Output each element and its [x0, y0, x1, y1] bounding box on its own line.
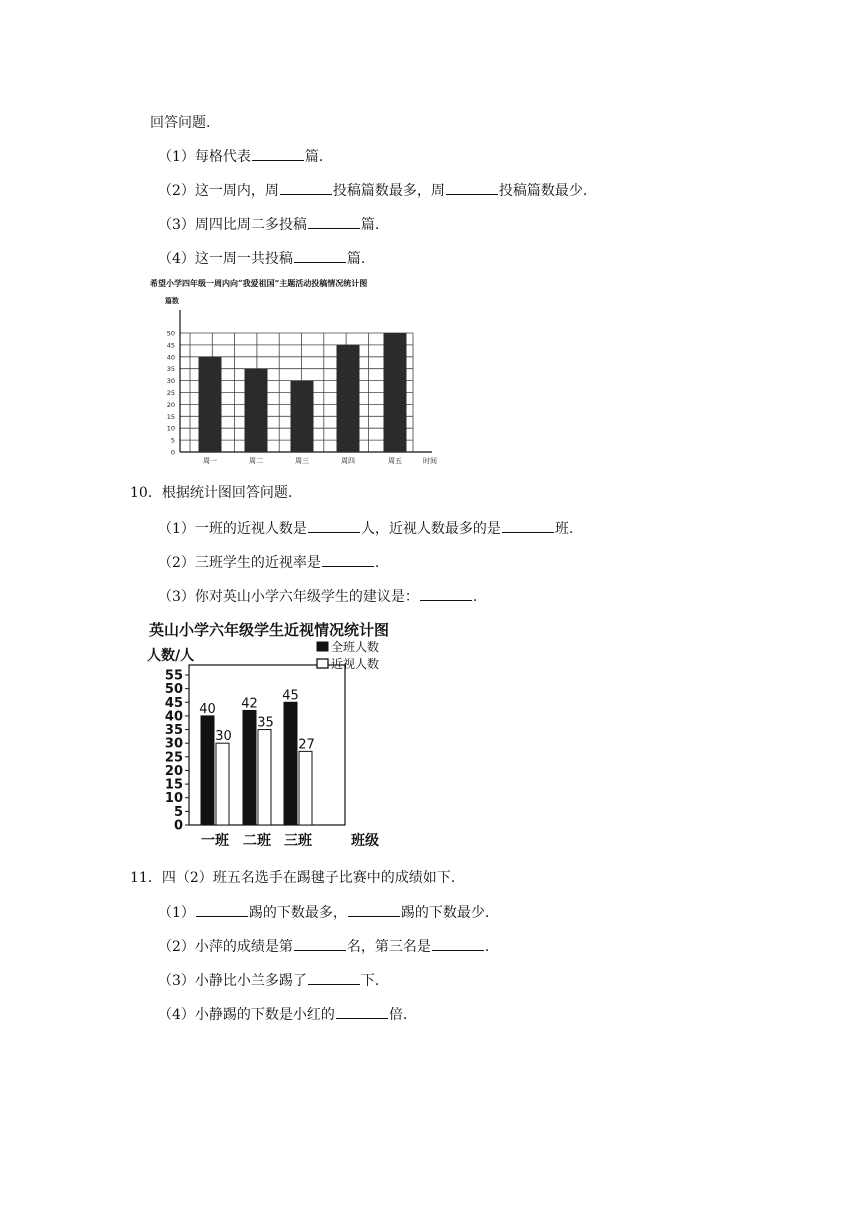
y-tick-label: 25 — [164, 750, 183, 766]
bar — [284, 702, 297, 825]
bar — [299, 751, 312, 825]
x-tick-label: 周五 — [388, 457, 402, 465]
legend-label: 近视人数 — [331, 657, 380, 671]
data-label: 45 — [282, 688, 299, 704]
grouped-bar-chart-svg — [143, 617, 418, 852]
chart-submissions — [145, 276, 450, 469]
answer-blank[interactable] — [294, 248, 346, 263]
y-tick-label: 45 — [166, 341, 175, 350]
q10-item-2: （2）三班学生的近视率是 . — [158, 552, 379, 573]
chart-myopia — [143, 617, 418, 852]
y-tick-label: 20 — [166, 400, 175, 409]
y-axis-label: 篇数 — [165, 297, 179, 305]
x-axis-label: 时间 — [423, 457, 437, 465]
y-tick-label: 40 — [164, 709, 183, 725]
x-tick-label: 三班 — [284, 833, 312, 849]
y-tick-label: 10 — [164, 791, 183, 807]
y-tick-label: 25 — [166, 389, 175, 397]
bar — [337, 345, 360, 452]
y-tick-label: 45 — [164, 695, 183, 711]
q9-intro: 回答问题. — [150, 115, 211, 131]
y-tick-label: 15 — [164, 777, 183, 793]
q11-item-4: （4）小静踢的下数是小红的 倍. — [158, 1004, 407, 1025]
q10-item-3: （3）你对英山小学六年级学生的建议是： . — [158, 586, 477, 607]
q9-item-4: （4）这一周一共投稿 篇. — [158, 248, 365, 269]
answer-blank[interactable] — [294, 936, 346, 951]
x-tick-label: 周二 — [249, 457, 263, 465]
y-tick-label: 0 — [173, 818, 183, 834]
chart-title: 希望小学四年级一周内向“我爱祖国”主题活动投稿情况统计图 — [150, 278, 368, 288]
bar — [291, 381, 314, 452]
data-label: 42 — [241, 696, 258, 712]
y-tick-label: 50 — [164, 682, 183, 698]
bar-chart-svg — [145, 276, 450, 469]
y-tick-label: 20 — [164, 763, 183, 779]
bar — [243, 710, 256, 825]
answer-blank[interactable] — [308, 970, 360, 985]
answer-blank[interactable] — [308, 518, 360, 533]
bar — [258, 730, 271, 825]
q11-item-1: （1） 踢的下数最多， 踢的下数最少. — [158, 902, 489, 923]
y-tick-label: 55 — [164, 668, 183, 684]
chart-title: 英山小学六年级学生近视情况统计图 — [149, 621, 390, 639]
y-tick-label: 50 — [166, 329, 175, 338]
answer-blank[interactable] — [280, 180, 332, 195]
x-tick-label: 周三 — [295, 457, 309, 465]
answer-blank[interactable] — [322, 552, 374, 567]
q9-item-2: （2）这一周内，周 投稿篇数最多，周 投稿篇数最少. — [158, 180, 587, 201]
q11-title: 11．四（2）班五名选手在踢毽子比赛中的成绩如下. — [130, 870, 456, 886]
answer-blank[interactable] — [502, 518, 554, 533]
legend-swatch — [317, 659, 328, 668]
q11-item-2: （2）小萍的成绩是第 名，第三名是 . — [158, 936, 489, 957]
bar — [199, 357, 222, 452]
q9-item-3: （3）周四比周二多投稿 篇. — [158, 214, 379, 235]
legend-label: 全班人数 — [331, 640, 380, 654]
answer-blank[interactable] — [446, 180, 498, 195]
y-tick-label: 40 — [166, 353, 175, 362]
answer-blank[interactable] — [196, 902, 248, 917]
q10-title: 10．根据统计图回答问题. — [130, 485, 293, 501]
y-tick-label: 35 — [166, 365, 175, 374]
x-tick-label: 周四 — [341, 457, 355, 465]
y-tick-label: 35 — [164, 723, 183, 739]
y-tick-label: 10 — [166, 424, 175, 433]
y-tick-label: 15 — [166, 412, 175, 421]
y-tick-label: 5 — [173, 804, 183, 820]
answer-blank[interactable] — [348, 902, 400, 917]
answer-blank[interactable] — [420, 586, 472, 601]
bar — [201, 716, 214, 825]
bar — [245, 369, 268, 452]
data-label: 35 — [257, 715, 274, 731]
data-label: 40 — [199, 701, 216, 717]
answer-blank[interactable] — [252, 146, 304, 161]
q11-item-3: （3）小静比小兰多踢了 下. — [158, 970, 379, 991]
y-axis-label: 人数/人 — [147, 648, 195, 664]
q10-item-1: （1）一班的近视人数是 人，近视人数最多的是 班. — [158, 518, 573, 539]
legend-swatch — [317, 642, 328, 651]
x-tick-label: 二班 — [243, 833, 271, 849]
answer-blank[interactable] — [432, 936, 484, 951]
answer-blank[interactable] — [308, 214, 360, 229]
y-tick-label: 5 — [170, 436, 175, 445]
y-tick-label: 0 — [170, 448, 175, 457]
data-label: 27 — [298, 737, 315, 753]
x-axis-label: 班级 — [351, 833, 379, 849]
q9-item-1: （1）每格代表 篇. — [158, 146, 323, 167]
y-tick-label: 30 — [164, 736, 183, 752]
bar — [384, 333, 407, 452]
x-tick-label: 周一 — [203, 457, 217, 465]
y-tick-label: 30 — [166, 377, 175, 386]
x-tick-label: 一班 — [201, 833, 229, 849]
bar — [216, 743, 229, 825]
data-label: 30 — [215, 729, 232, 745]
answer-blank[interactable] — [336, 1004, 388, 1019]
